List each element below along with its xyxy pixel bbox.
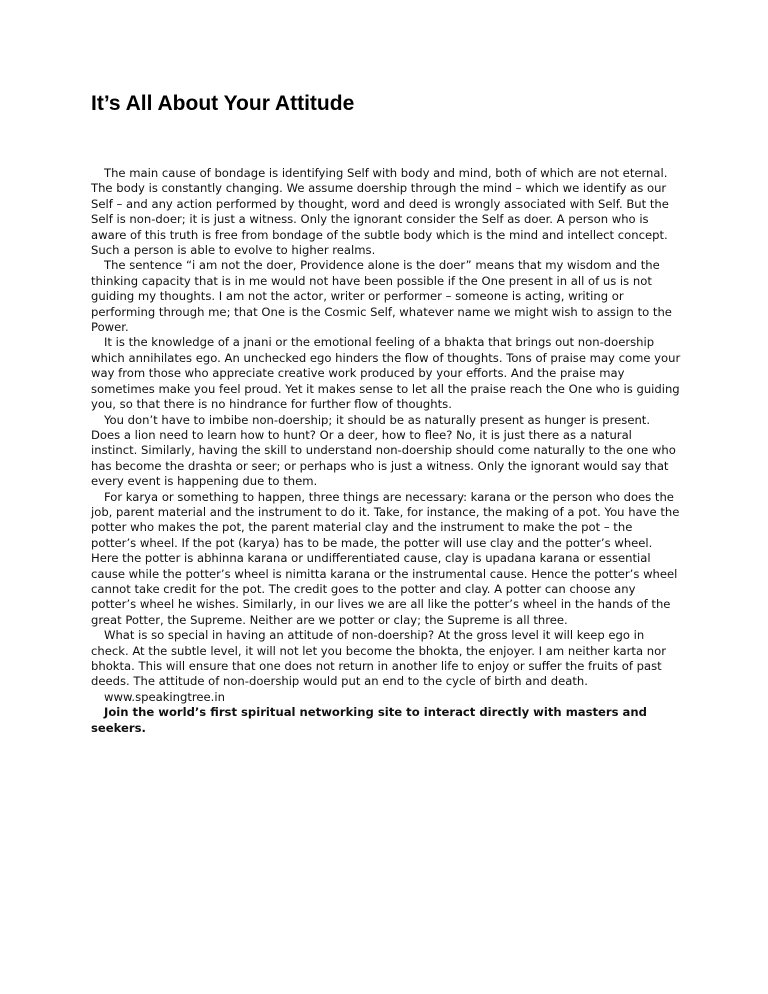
paragraph-attitude-special: What is so special in having an attitude of non-doership? At the gross level it will keep ego in check. At the subtle level, it will not let you become the bhokta, the enjoyer. I am neither karta nor bhokta. This will ensure that one does not return in another life to enjoy or suffer the fruits of past deeds. The attitude of non-doership would put an end to the cycle of birth and death. — [91, 628, 666, 689]
paragraph-karya-potter: For karya or something to happen, three things are necessary: karana or the person who does the job, parent material and the instrument to do it. Take, for instance, the making of a pot. You have the potter who makes the pot, the parent material clay and the instrument to make the pot – the potter’s wheel. If the pot (karya) has to be made, the potter will use clay and the potter’s wheel. Here the potter is abhinna karana or undifferentiated cause, clay is upadana karana or essential cause while the potter’s wheel is nimitta karana or the instrumental cause. Hence the potter’s wheel cannot take credit for the pot. The credit goes to the potter and clay. A potter can choose any potter’s wheel he wishes. Similarly, in our lives we are all like the potter’s wheel in the hands of the great Potter, the Supreme. Neither are we potter or clay; the Supreme is all three. — [91, 489, 680, 627]
paragraph-jnani-bhakta: It is the knowledge of a jnani or the emotional feeling of a bhakta that brings out non-doership which annihilates ego. An unchecked ego hinders the flow of thoughts. Tons of praise may come your way from those who appreciate creative work produced by your efforts. And the praise may sometimes make you feel proud. Yet it makes sense to let all the praise reach the One who is guiding you, so that there is no hindrance for further flow of thoughts. — [91, 335, 681, 412]
article-body — [91, 166, 681, 736]
paragraph-imbibe-non-doership: You don’t have to imbibe non-doership; it should be as naturally present as hunger is present. Does a lion need to learn how to hunt? Or a deer, how to flee? No, it is just there as a natural instinct. Similarly, having the skill to understand non-doership should come naturally to the one who has become the drashta or seer; or perhaps who is just a witness. Only the ignorant would say that every event is happening due to them. — [91, 412, 676, 489]
source-url: www.speakingtree.in — [104, 689, 225, 704]
document-title: It’s All About Your Attitude — [91, 92, 355, 115]
paragraph-bondage: The main cause of bondage is identifying Self with body and mind, both of which are not eternal. The body is constantly changing. We assume doership through the mind – which we identify as our Self – and any action performed by thought, word and deed is wrongly associated with Self. But the Self is non-doer; it is just a witness. Only the ignorant consider the Self as doer. A person who is aware of this truth is free from bondage of the subtle body which is the mind and intellect concept. Such a person is able to evolve to higher realms. — [91, 166, 669, 258]
paragraph-not-the-doer: The sentence “i am not the doer, Providence alone is the doer” means that my wisdom and the thinking capacity that is in me would not have been possible if the One present in all of us is not guiding my thoughts. I am not the actor, writer or performer – someone is acting, writing or performing through me; that One is the Cosmic Self, whatever name we might wish to assign to the Power. — [91, 258, 672, 335]
closing-call-to-action: Join the world’s first spiritual networking site to interact directly with masters and seekers. — [91, 705, 647, 735]
